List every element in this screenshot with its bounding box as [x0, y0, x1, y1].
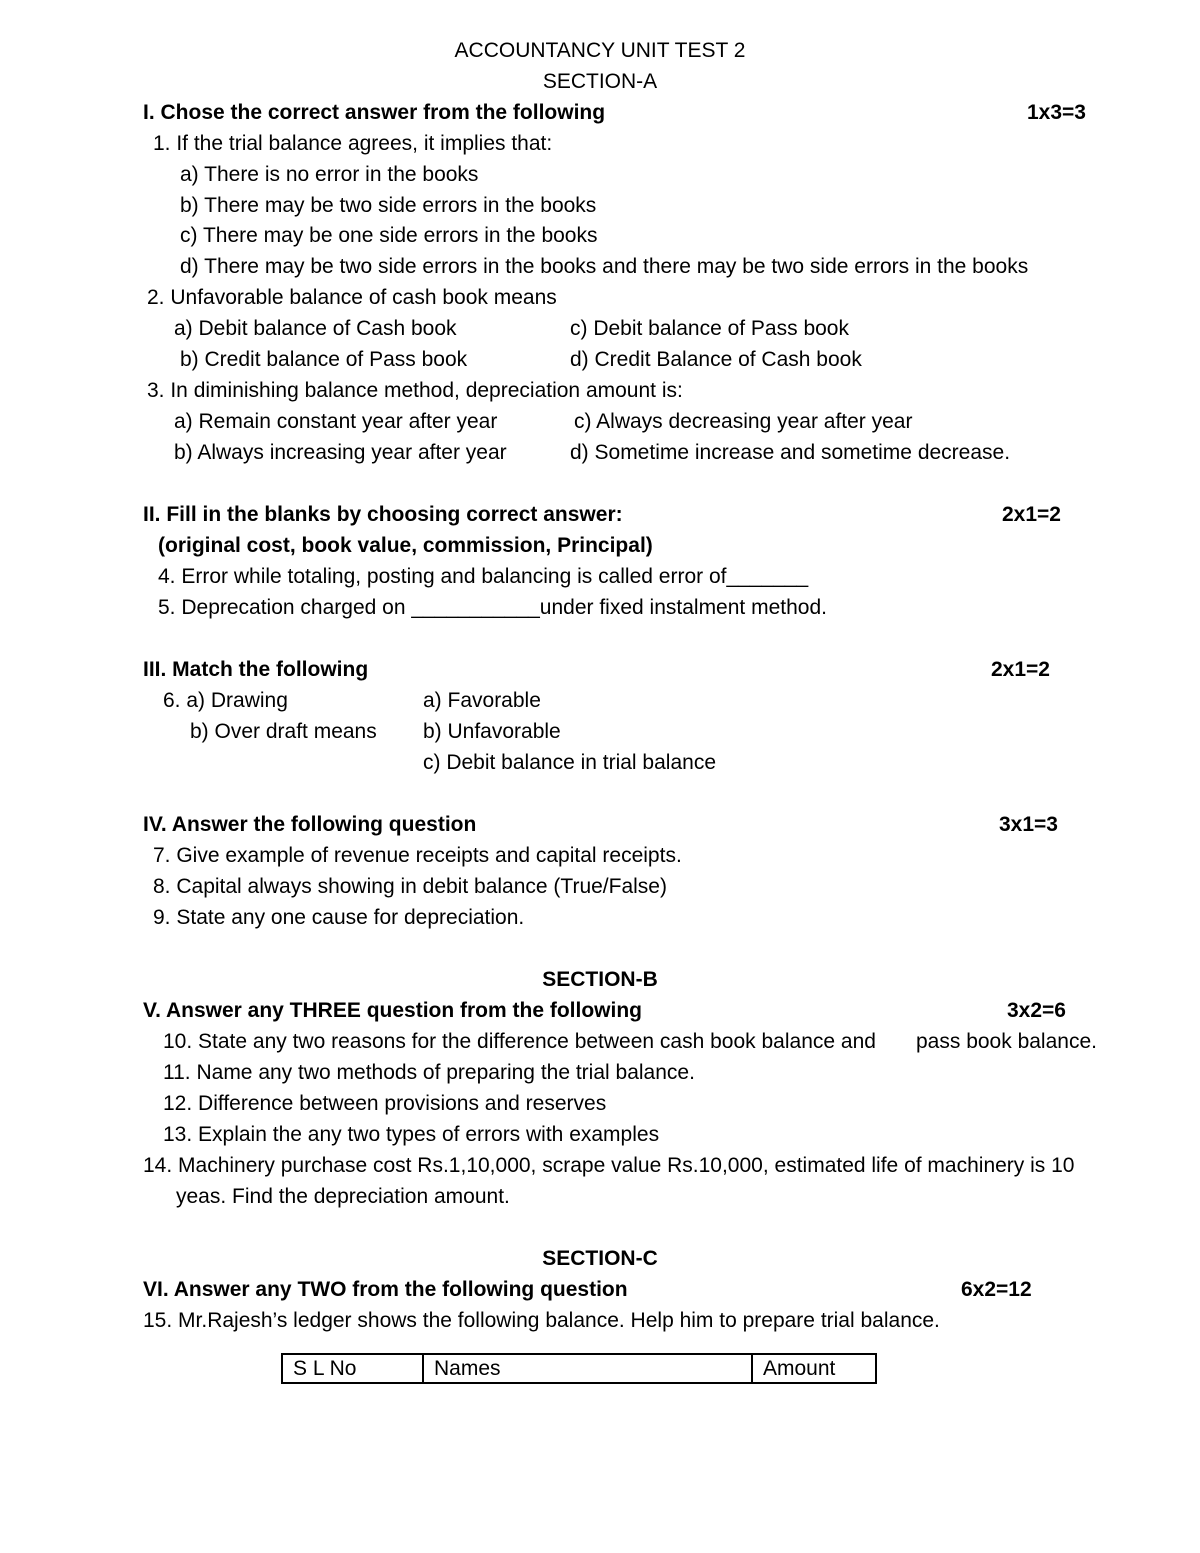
- section-b-heading: SECTION-B: [542, 968, 658, 991]
- q1-marks: 1x3=3: [1027, 101, 1086, 124]
- q5-heading: V. Answer any THREE question from the following: [143, 999, 642, 1022]
- column-header-sl-no: S L No: [282, 1354, 423, 1383]
- question-5: 5. Deprecation charged on ___________under fixed instalment method.: [158, 596, 827, 619]
- question-4: 4. Error while totaling, posting and balancing is called error of_______: [158, 565, 809, 588]
- question-12: 12. Difference between provisions and reserves: [163, 1092, 607, 1115]
- question-9: 9. State any one cause for depreciation.: [153, 906, 525, 929]
- page-title: ACCOUNTANCY UNIT TEST 2: [454, 39, 746, 62]
- table-header-row: [282, 1354, 876, 1383]
- section-a-heading: SECTION-A: [542, 70, 658, 93]
- match-left-a: 6. a) Drawing: [163, 689, 288, 712]
- question-8: 8. Capital always showing in debit balance (True/False): [153, 875, 667, 898]
- q4-marks: 3x1=3: [999, 813, 1058, 836]
- match-left-b: b) Over draft means: [190, 720, 377, 743]
- question-3-option-d: d) Sometime increase and sometime decrease.: [570, 441, 1011, 464]
- question-2-option-d: d) Credit Balance of Cash book: [570, 348, 862, 371]
- question-1-option-b: b) There may be two side errors in the books: [180, 194, 597, 217]
- question-3-option-b: b) Always increasing year after year: [174, 441, 507, 464]
- q2-marks: 2x1=2: [1002, 503, 1061, 526]
- q5-marks: 3x2=6: [1007, 999, 1066, 1022]
- question-3-option-a: a) Remain constant year after year: [174, 410, 498, 433]
- q4-heading: IV. Answer the following question: [143, 813, 477, 836]
- match-right-a: a) Favorable: [423, 689, 541, 712]
- question-7: 7. Give example of revenue receipts and capital receipts.: [153, 844, 682, 867]
- match-right-c: c) Debit balance in trial balance: [423, 751, 716, 774]
- q3-marks: 2x1=2: [991, 658, 1050, 681]
- question-3: 3. In diminishing balance method, depreciation amount is:: [147, 379, 683, 402]
- q2-options: (original cost, book value, commission, Principal): [158, 534, 653, 557]
- question-10-continued: pass book balance.: [916, 1030, 1097, 1053]
- question-14: 14. Machinery purchase cost Rs.1,10,000, scrape value Rs.10,000, estimated life of machinery is 10: [143, 1154, 1075, 1177]
- question-2-option-b: b) Credit balance of Pass book: [180, 348, 468, 371]
- q1-heading: I. Chose the correct answer from the following: [143, 101, 606, 124]
- match-right-b: b) Unfavorable: [423, 720, 561, 743]
- trial-balance-table: [281, 1353, 877, 1384]
- question-2: 2. Unfavorable balance of cash book means: [147, 286, 557, 309]
- q6-marks: 6x2=12: [961, 1278, 1032, 1301]
- question-2-option-c: c) Debit balance of Pass book: [570, 317, 849, 340]
- question-1-option-a: a) There is no error in the books: [180, 163, 479, 186]
- question-1-option-c: c) There may be one side errors in the books: [180, 224, 598, 247]
- question-1: 1. If the trial balance agrees, it implies that:: [153, 132, 553, 155]
- question-14-continued: yeas. Find the depreciation amount.: [176, 1185, 510, 1208]
- question-1-option-d: d) There may be two side errors in the books and there may be two side errors in the books: [180, 255, 1029, 278]
- q6-heading: VI. Answer any TWO from the following question: [143, 1278, 628, 1301]
- section-c-heading: SECTION-C: [542, 1247, 658, 1270]
- question-11: 11. Name any two methods of preparing the trial balance.: [163, 1061, 695, 1084]
- question-3-option-c: c) Always decreasing year after year: [574, 410, 913, 433]
- question-15: 15. Mr.Rajesh’s ledger shows the following balance. Help him to prepare trial balance.: [143, 1309, 940, 1332]
- q3-heading: III. Match the following: [143, 658, 369, 681]
- question-10: 10. State any two reasons for the difference between cash book balance and: [163, 1030, 876, 1053]
- question-2-option-a: a) Debit balance of Cash book: [174, 317, 457, 340]
- q2-heading: II. Fill in the blanks by choosing correct answer:: [143, 503, 623, 526]
- column-header-names: Names: [423, 1354, 752, 1383]
- question-13: 13. Explain the any two types of errors with examples: [163, 1123, 660, 1146]
- column-header-amount: Amount: [752, 1354, 876, 1383]
